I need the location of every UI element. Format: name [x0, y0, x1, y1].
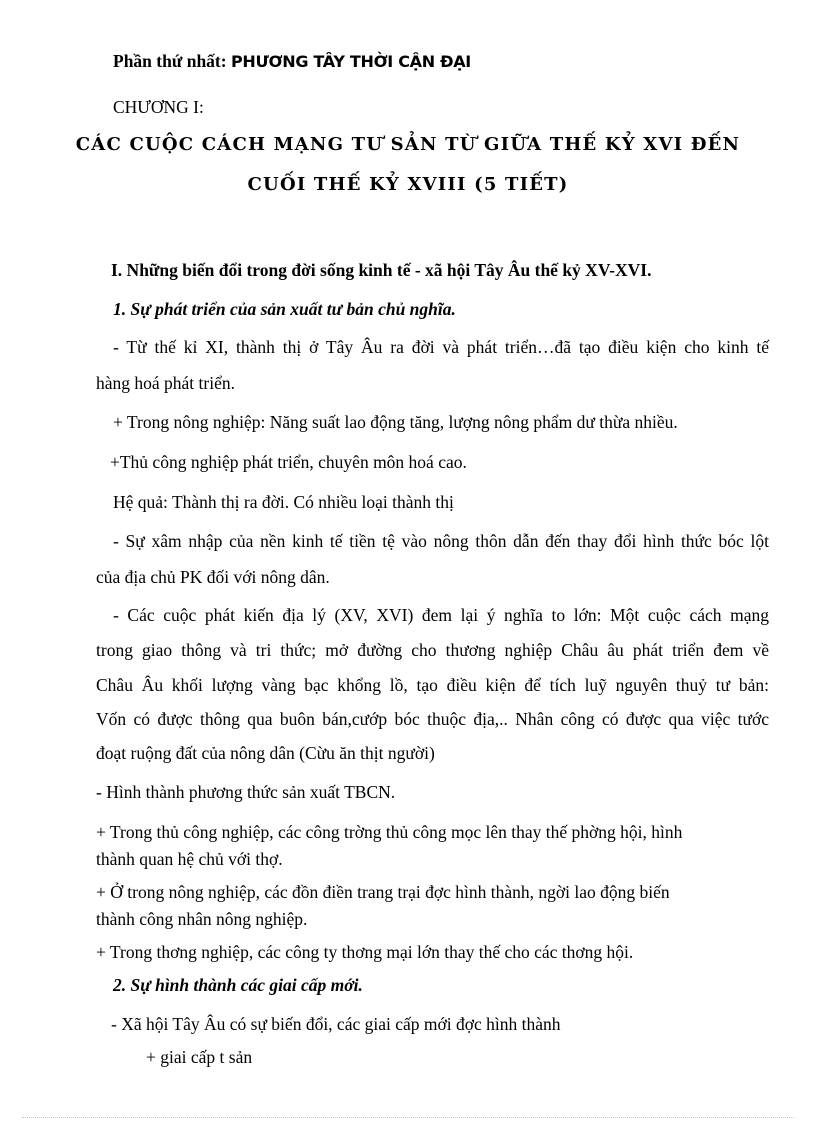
chapter-title-line1: CÁC CUỘC CÁCH MẠNG TƯ SẢN TỪ GIỮA THẾ KỶ XVI ĐẾN [75, 134, 741, 155]
paragraph-line: Châu Âu khối lượng vàng bạc khổng lồ, tạo điều kiện để tích luỹ nguyên thuỷ tư bản: [96, 675, 769, 695]
subsection-heading-2: 2. Sự hình thành các giai cấp mới. [113, 975, 363, 995]
part-label: Phần thứ nhất: [113, 51, 227, 71]
part-heading [113, 50, 471, 73]
paragraph-line: hàng hoá phát triển. [96, 373, 235, 393]
paragraph-line: + giai cấp t sản [146, 1047, 253, 1067]
paragraph-line: - Các cuộc phát kiến địa lý (XV, XVI) đem lại ý nghĩa to lớn: Một cuộc cách mạng [113, 605, 769, 625]
paragraph-line: - Hình thành phương thức sản xuất TBCN. [96, 782, 396, 802]
paragraph-line: thành quan hệ chủ với thợ. [96, 849, 283, 869]
part-title: PHƯƠNG TÂY THỜI CẬN ĐẠI [230, 52, 471, 71]
paragraph-line: + Trong thơng nghiệp, các công ty thơng mại lớn thay thế cho các thơng hội. [96, 942, 634, 962]
paragraph-line: - Sự xâm nhập của nền kinh tế tiền tệ vào nông thôn dẫn đến thay đổi hình thức bóc lột [113, 531, 769, 551]
paragraph-line: +Thủ công nghiệp phát triển, chuyên môn hoá cao. [110, 452, 467, 472]
paragraph-line: Vốn có được thông qua buôn bán,cướp bóc thuộc địa,.. Nhân công có được qua việc tước [96, 709, 769, 729]
paragraph-line: Hệ quả: Thành thị ra đời. Có nhiều loại thành thị [113, 492, 454, 512]
paragraph-line: + Ở trong nông nghiệp, các đồn điền trang trại đợc hình thành, ngời lao động biến [96, 882, 670, 902]
paragraph-line: thành công nhân nông nghiệp. [96, 909, 308, 929]
paragraph-line: + Trong nông nghiệp: Năng suất lao động tăng, lượng nông phẩm dư thừa nhiều. [113, 412, 678, 432]
section-heading: I. Những biến đổi trong đời sống kinh tế - xã hội Tây Âu thế kỷ XV-XVI. [111, 260, 652, 280]
subsection-heading-1: 1. Sự phát triển của sản xuất tư bản chủ nghĩa. [113, 299, 456, 319]
paragraph-line: đoạt ruộng đất của nông dân (Cừu ăn thịt người) [96, 743, 435, 763]
chapter-label: CHƯƠNG I: [113, 97, 204, 117]
paragraph-line: - Xã hội Tây Âu có sự biến đổi, các giai cấp mới đợc hình thành [111, 1014, 561, 1034]
paragraph-line: - Từ thế kỉ XI, thành thị ở Tây Âu ra đời và phát triển…đã tạo điều kiện cho kinh tế [113, 337, 769, 357]
page-bottom-rule [22, 1117, 794, 1118]
paragraph-line: + Trong thủ công nghiệp, các công trờng thủ công mọc lên thay thế phờng hội, hình [96, 822, 683, 842]
chapter-title-line2: CUỐI THẾ KỶ XVIII (5 TIẾT) [247, 174, 569, 195]
paragraph-line: trong giao thông và tri thức; mở đường cho thương nghiệp Châu âu phát triển đem về [96, 640, 769, 660]
paragraph-line: của địa chủ PK đối với nông dân. [96, 567, 330, 587]
